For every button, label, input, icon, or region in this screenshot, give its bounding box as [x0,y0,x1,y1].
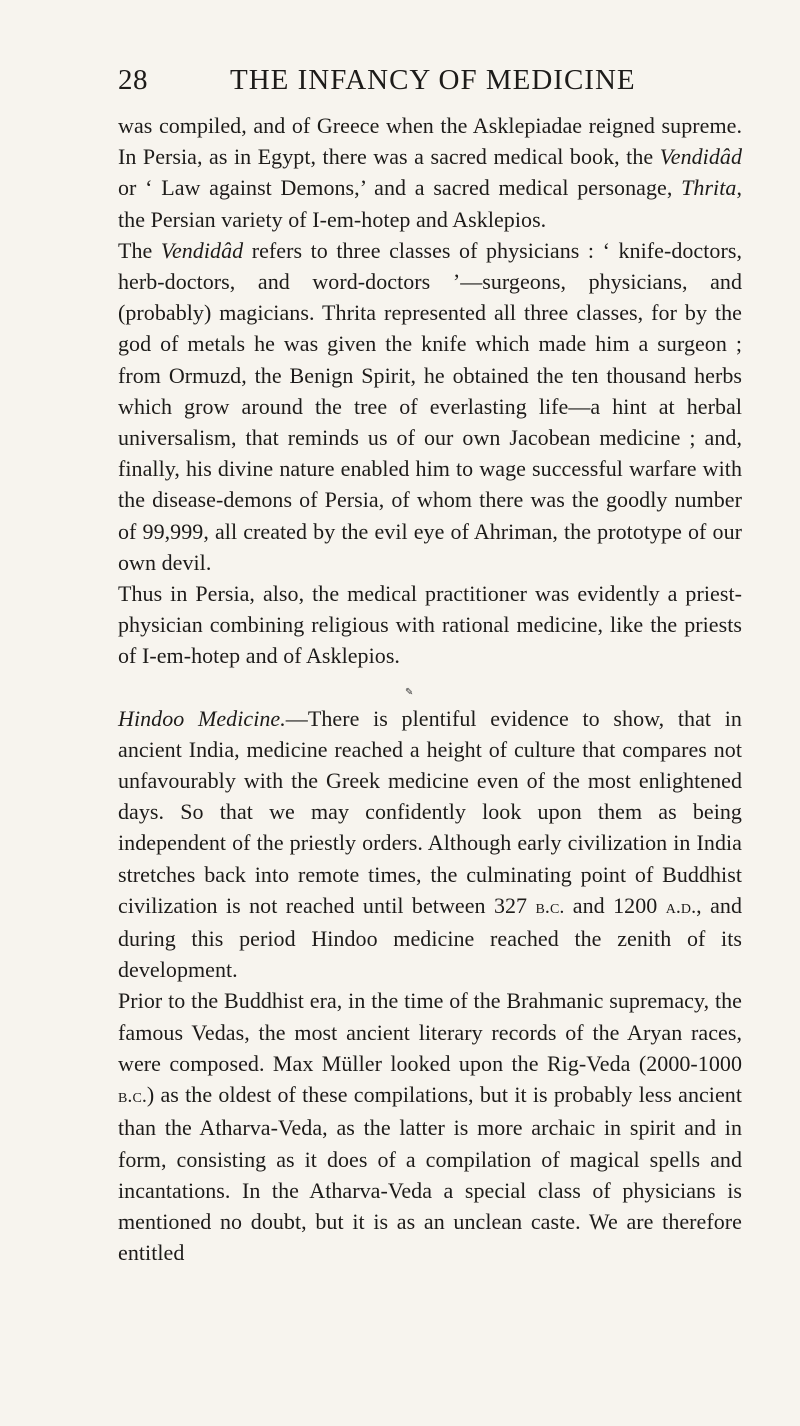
paragraph-persia [118,110,742,235]
text-run: ) as the oldest of these compilations, but it is probably less ancient than the Atharva-Veda, as the latter is more archaic in spirit and in form, consisting as it does of a compilation of magical spells and incantations. In the Atharva-Veda a special class of physicians is mentioned no doubt, but it is as an unclean caste. We are therefore entitled [118,1082,742,1266]
text-run: The [118,237,161,263]
italic-term-thrita: Thrita [681,175,737,201]
section-heading-hindoo-medicine: Hindoo Medicine. [118,705,286,731]
running-title: THE INFANCY OF MEDICINE [230,64,636,96]
text-run: Thus in Persia, also, the medical practitioner was evidently a priest-physician combining religious with rational medicine, like the priests of I-em-hotep and of Asklepios. [118,581,742,669]
text-run: refers to three classes of physicians : ‘ knife-doctors, herb-doctors, and word-doctors ’—surgeons, physicians, and (probably) magicians. Thrita represented all three classes, for by the god of metals he was given the knife which made him a surgeon ; from Ormuzd, the Benign Spirit, he obtained the ten thousand herbs which grow around the tree of everlasting life—a hint at herbal universalism, that reminds us of our own Jacobean medicine ; and, finally, his divine nature enabled him to wage successful warfare with the disease-demons of Persia, of whom there was the goodly number of 99,999, all created by the evil eye of Ahriman, the prototype of our own devil. [118,237,743,575]
text-run: and 1200 [564,892,666,918]
paragraph-hindoo-medicine [118,703,742,986]
body-text [118,110,742,1268]
paragraph-vendidad-classes [118,235,742,578]
page-number: 28 [118,64,148,96]
text-run: , and during this period Hindoo medicine reached the zenith of its development. [118,892,743,983]
paragraph-vedas [118,985,742,1268]
paragraph-priest-physician [118,578,742,672]
era-abbreviation: a.d. [665,895,697,918]
running-header [118,60,740,100]
era-abbreviation: b.c. [535,895,565,918]
text-run: , the Persian variety of I-em-hotep and Asklepios. [118,175,742,232]
era-abbreviation: b.c. [118,1085,147,1108]
small-print-mark: ✎ [405,687,414,698]
text-run: or ‘ Law against Demons,’ and a sacred medical personage, [118,175,682,201]
text-run: —There is plentiful evidence to show, that in ancient India, medicine reached a height of culture that compares not unfavourably with the Greek medicine even of the most enlightened days. So that we may confidently look upon them as being independent of the priestly orders. Although early civilization in India stretches back into remote times, the culminating point of Buddhist civilization is not reached until between 327 [118,705,742,918]
italic-term-vendidad: Vendidâd [659,144,742,170]
italic-term-vendidad: Vendidâd [160,237,244,263]
text-run: was compiled, and of Greece when the Asklepiadae reigned supreme. In Persia, as in Egypt, there was a sacred medical book, the [118,113,742,170]
text-run: Prior to the Buddhist era, in the time of the Brahmanic supremacy, the famous Vedas, the most ancient literary records of the Aryan races, were composed. Max Müller looked upon the Rig-Veda (2000-1000 [118,988,742,1076]
